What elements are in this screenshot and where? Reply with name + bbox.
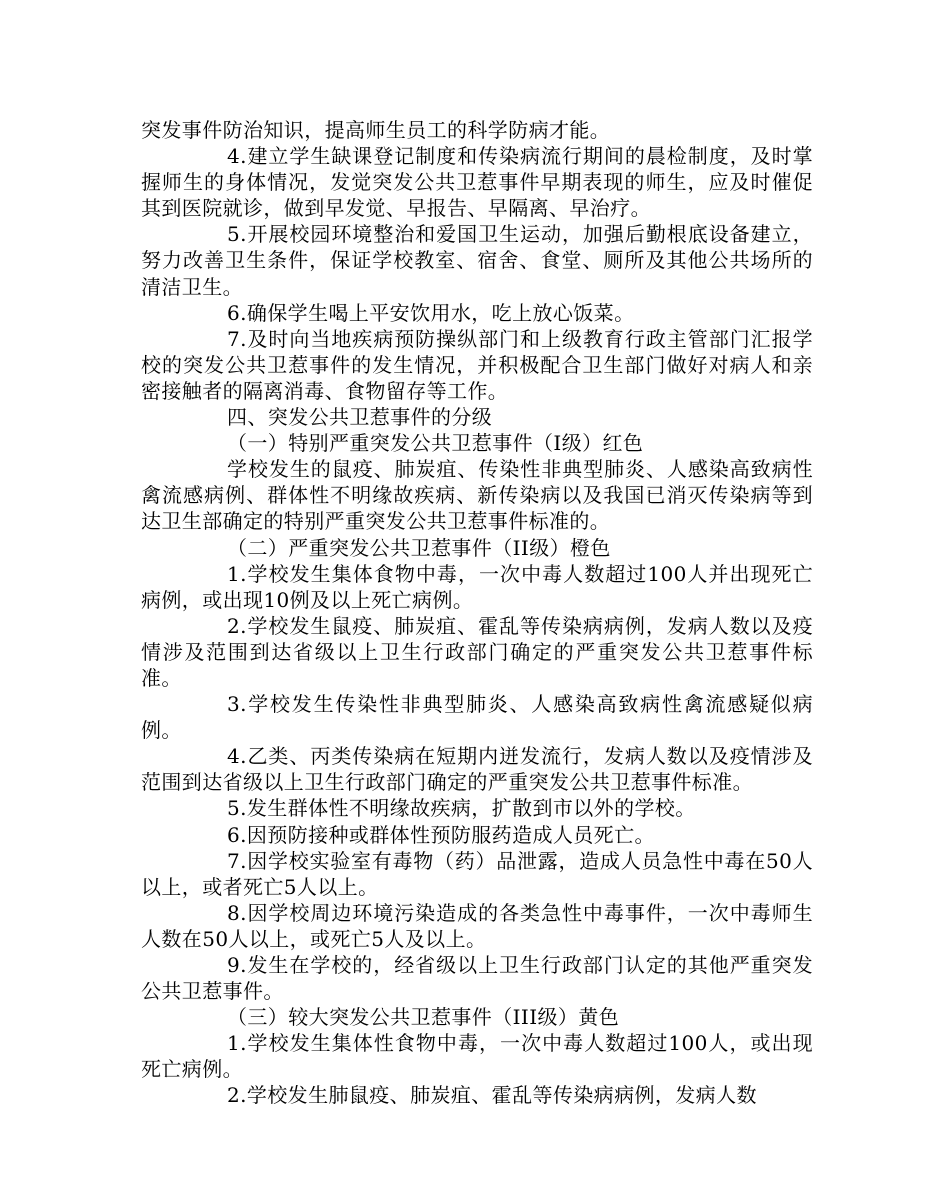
paragraph-item-5: 5.开展校园环境整治和爱国卫生运动，加强后勤根底设备建立，努力改善卫生条件，保证学校教室、宿舍、食堂、厕所及其他公共场所的清洁卫生。	[141, 222, 813, 299]
paragraph-level-2-item-3: 3.学校发生传染性非典型肺炎、人感染高致病性禽流感疑似病例。	[141, 692, 813, 743]
paragraph-item-6: 6.确保学生喝上平安饮用水，吃上放心饭菜。	[227, 300, 635, 325]
section-heading-grading: 四、突发公共卫惹事件的分级	[227, 405, 493, 430]
paragraph-level-3-item-1: 1.学校发生集体性食物中毒，一次中毒人数超过100人，或出现死亡病例。	[141, 1031, 813, 1082]
paragraph-level-2-item-9: 9.发生在学校的，经省级以上卫生行政部门认定的其他严重突发公共卫惹事件。	[141, 953, 813, 1004]
paragraph-level-3-item-2: 2.学校发生肺鼠疫、肺炭疽、霍乱等传染病病例，发病人数	[227, 1083, 757, 1108]
paragraph-level-2-item-8: 8.因学校周边环境污染造成的各类急性中毒事件，一次中毒师生人数在50人以上，或死亡5人及以上。	[141, 900, 813, 951]
paragraph-level-2-item-7: 7.因学校实验室有毒物（药）品泄露，造成人员急性中毒在50人以上，或者死亡5人以上。	[141, 848, 813, 899]
paragraph-item-7: 7.及时向当地疾病预防操纵部门和上级教育行政主管部门汇报学校的突发公共卫惹事件的发生情况，并积极配合卫生部门做好对病人和亲密接触者的隔离消毒、食物留存等工作。	[141, 326, 813, 403]
paragraph-item-4: 4.建立学生缺课登记制度和传染病流行期间的晨检制度，及时掌握师生的身体情况，发觉突发公共卫惹事件早期表现的师生，应及时催促其到医院就诊，做到早发觉、早报告、早隔离、早治疗。	[141, 144, 813, 221]
paragraph-level-2-item-2: 2.学校发生鼠疫、肺炭疽、霍乱等传染病病例，发病人数以及疫情涉及范围到达省级以上卫生行政部门确定的严重突发公共卫惹事件标准。	[141, 613, 813, 690]
subheading-level-3-yellow: （三）较大突发公共卫惹事件（III级）黄色	[227, 1005, 620, 1030]
paragraph-level-2-item-1: 1.学校发生集体食物中毒，一次中毒人数超过100人并出现死亡病例，或出现10例及以上死亡病例。	[141, 561, 813, 612]
paragraph-level-2-item-4: 4.乙类、丙类传染病在短期内迸发流行，发病人数以及疫情涉及范围到达省级以上卫生行政部门确定的严重突发公共卫惹事件标准。	[141, 744, 813, 795]
document-page	[141, 117, 813, 1109]
paragraph-level-1-body: 学校发生的鼠疫、肺炭疽、传染性非典型肺炎、人感染高致病性禽流感病例、群体性不明缘故疾病、新传染病以及我国已消灭传染病等到达卫生部确定的特别严重突发公共卫惹事件标准的。	[141, 457, 813, 534]
subheading-level-2-orange: （二）严重突发公共卫惹事件（II级）橙色	[227, 535, 611, 560]
paragraph-level-2-item-5: 5.发生群体性不明缘故疾病，扩散到市以外的学校。	[227, 796, 696, 821]
paragraph-level-2-item-6: 6.因预防接种或群体性预防服药造成人员死亡。	[227, 822, 655, 847]
paragraph-continuation: 突发事件防治知识，提高师生员工的科学防病才能。	[141, 118, 611, 142]
subheading-level-1-red: （一）特别严重突发公共卫惹事件（Ⅰ级）红色	[227, 431, 644, 456]
